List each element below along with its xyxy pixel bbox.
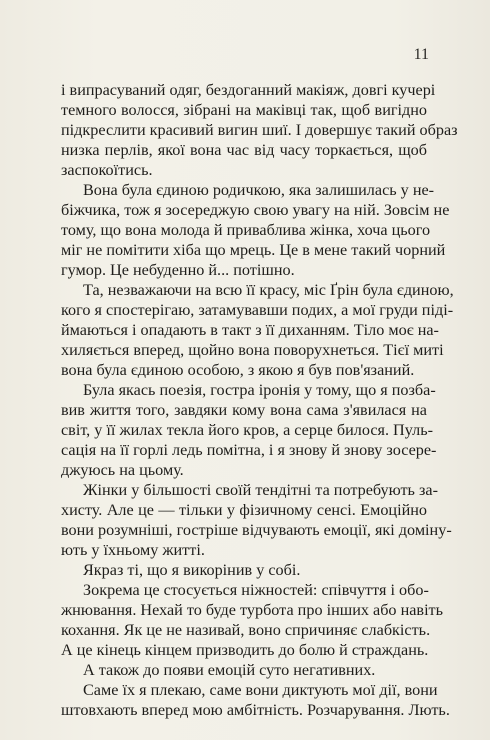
text-line: і випрасуваний одяг, бездоганний макіяж, довгі кучері xyxy=(61,81,436,99)
text-line: Вона була єдиною родичкою, яка залишилась у не- xyxy=(83,181,435,199)
text-line: кого я спостерігаю, затамувавши подих, а мої груди піді- xyxy=(61,301,454,319)
text-line: Та, незважаючи на всю її красу, міс Ґрін була єдиною, xyxy=(83,281,454,299)
text-line: кохання. Як це не називай, воно спричиняє слабкість. xyxy=(61,621,431,639)
text-line: Якраз ті, що я викорінив у собі. xyxy=(83,561,301,579)
text-line: підкреслити красивий вигин шиї. І довершує такий образ xyxy=(61,121,458,139)
text-line: Жінки у більшості своїй тендітні та потребують за- xyxy=(83,481,438,499)
text-line: світ, у її жилах текла його кров, а серце билося. Пуль- xyxy=(61,421,433,439)
body-text xyxy=(61,80,458,720)
text-line: вив життя того, завдяки кому вона сама з'явилася на xyxy=(61,401,427,419)
text-line: міг не помітити хіба що мрець. Це в мене такий чорний xyxy=(61,241,446,259)
text-line: Зокрема це стосується ніжностей: співчуття і обо- xyxy=(83,581,429,599)
text-line: темного волосся, зібрані на маківці так, щоб вигідно xyxy=(61,101,427,119)
text-line: ють у їхньому житті. xyxy=(61,541,205,559)
page-number: 11 xyxy=(413,46,429,63)
text-line: ймаються і опадають в такт з її диханням. Тіло моє на- xyxy=(61,321,439,339)
text-line: хиляється вперед, щойно вона поворухнеться. Тієї миті xyxy=(61,341,444,359)
text-line: Була якась поезія, гостра іронія у тому, що я позба- xyxy=(83,381,436,399)
text-line: штовхають вперед мою амбітність. Розчарування. Лють. xyxy=(61,701,450,719)
text-line: гумор. Це небуденно й... потішно. xyxy=(61,261,295,279)
text-line: заспокоїтись. xyxy=(61,161,153,179)
text-line: Саме їх я плекаю, саме вони диктують мої дії, вони xyxy=(83,681,438,699)
text-line: вона була єдиною особою, з якою я був пов'язаний. xyxy=(61,361,415,379)
text-line: А це кінець кінцем призводить до болю й страждань. xyxy=(61,641,429,659)
text-line: вони розумніші, гостріше відчувають емоції, які доміну- xyxy=(61,521,452,539)
text-line: А також до появи емоцій суто негативних. xyxy=(83,661,376,679)
text-line: хисту. Але це — тільки у фізичному сенсі. Емоційно xyxy=(61,501,427,519)
text-line: джуюсь на цьому. xyxy=(61,461,184,479)
text-line: сація на її горлі ледь помітна, і я знову й знову зосере- xyxy=(61,441,437,459)
text-line: низка перлів, якої вона час від часу торкається, щоб xyxy=(61,141,427,159)
text-line: тому, що вона молода й приваблива жінка, хоча цього xyxy=(61,221,431,239)
text-line: жнювання. Нехай то буде турбота про інших або навіть xyxy=(61,601,444,619)
text-line: біжчика, тож я зосереджую свою увагу на ній. Зовсім не xyxy=(61,201,450,219)
